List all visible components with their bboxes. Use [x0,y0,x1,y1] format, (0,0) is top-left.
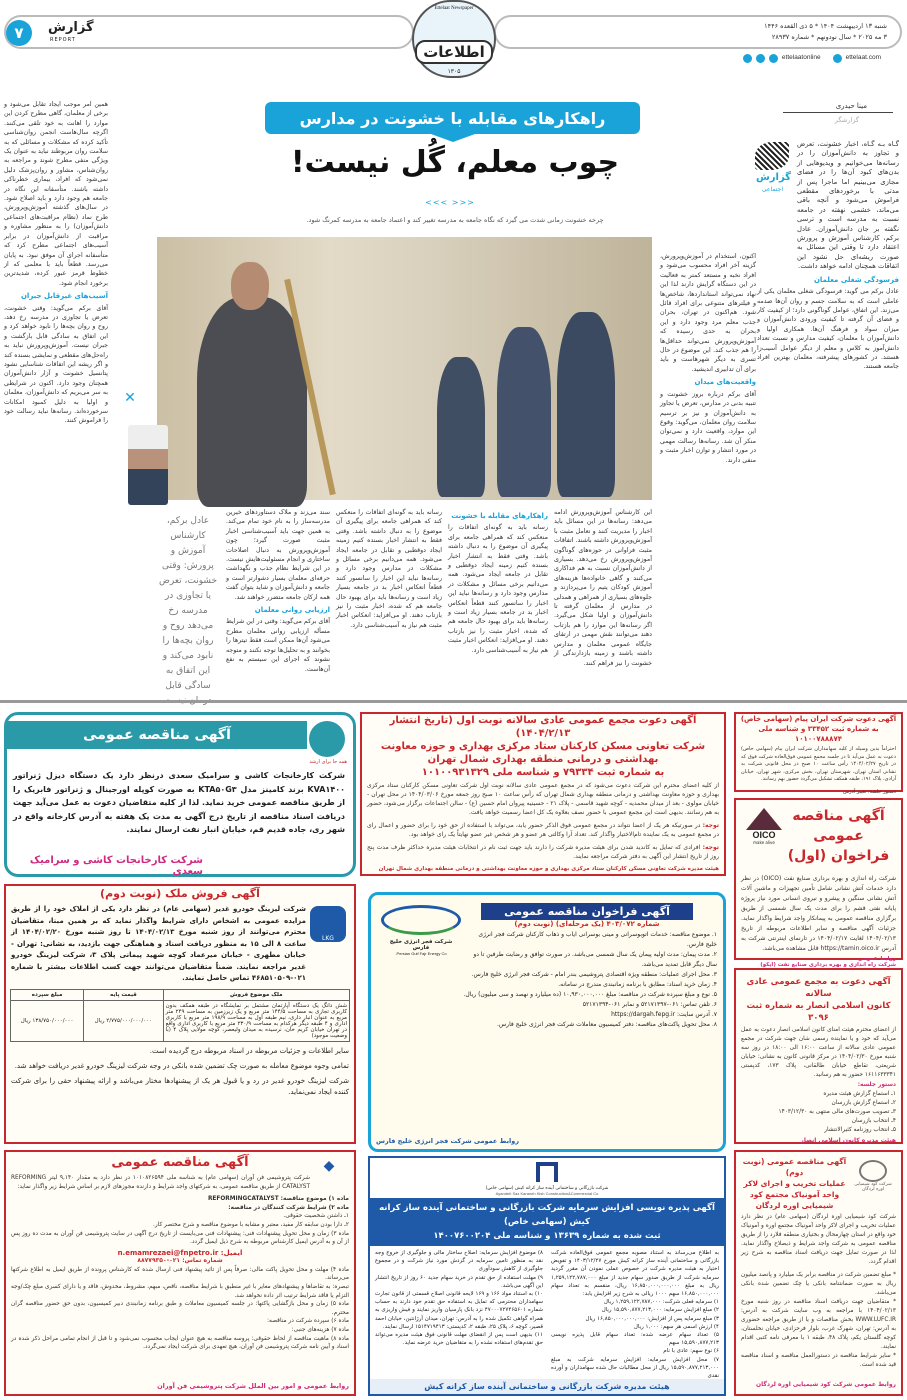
karaneh-right-item: ۱) سرمایه فعلی شرکت: ۱,۲۵۹,۱۲۲,۷۸۷,۰۰۰ ریال [603,1299,719,1306]
ads-divider [0,700,907,703]
table-cell-deposit: ۱۳۸/۷۵۰/۰۰۰/۰۰۰ ریال [11,1000,84,1041]
twitter-icon[interactable] [756,54,765,63]
table-cell-property: شش دانگ یک دستگاه آپارتمان مشتمل بر نمایشگاه در طبقه همکف بدون کاربری تجاری به مساحت ۱۴۴/۵ متر مربع و یک زیرزمین به مساحت ۲۴۹ متر مربع به عنوان انبار داری، نیم طبقه اول به مساحت ۱۹۸/۹ متر مربع با کاربری اداری و ۴ طبقه دیگر هرکدام به مساحت ۲۳۰/۹ متر مربع با کاربری اداری واقع در تهران خیابان کریم خان، نرسیده به میدان ولیعصر، کوچه مولایی پلاک ۴ (با وضعیت موجود) [163,1000,349,1041]
ad-ansar-title-2: کانون اسلامی انصار به شماره ثبت ۳۰۹۶ [746,1001,891,1023]
karaneh-logo-icon [536,1162,558,1182]
ad-coop-title-3: به شماره ثبت ۷۹۳۳۴ و شناسه ملی ۱۰۱۰۰۹۳۱۳۲۹ [421,767,665,778]
table-cell-base-price: ۲/۷۷۵/۰۰۰/۰۰۰/۰۰۰ ریال [84,1000,163,1041]
fajr-logo-en: Persian Gulf Fajr Energy Co. [395,951,447,956]
author-name: مینا حیدری [835,102,867,110]
ad-karaneh-title: آگهی پذیره نویسی افزایش سرمایه شرکت بازرگانی و ساختمانی آینده ساز کرانه کیش (سهامی خاص) [379,1203,715,1227]
author-role: گزارشگر [834,116,859,124]
ad-coop-footer: هیئت مدیره شرکت تعاونی مسکن کارکنان ستاد مرکزی بهداری و حوزه معاونت بهداشتی و درمانی منطقه بهداری شمال تهران [378,866,719,872]
fajr-item: ۴. زمان خرید اسناد: مطابق با برنامه زمانبندی مندرج در سامانه. [558,981,717,988]
ad-coop-note1-label: توجه: [702,822,719,829]
karaneh-right-item: ۶) نوع سهم: عادی با نام [663,1348,719,1355]
agenda-item: ۲ـ استماع گزارش بازرسان [831,1100,896,1106]
intro-text: گـاه بـه گـاه، اخبار خشونت، تعرض و تجاوز به دانش‌آموزان را در رسانه‌ها می‌خوانیم و ویدیوهایی از بدن‌های کبود آن‌ها را در فضای مجازی می‌بینیم اما ماجرا پس از مدتی با برخوردهای مقطعی فراموش می‌شود و آنچه باقی می‌ماند، خشمی نهفته در جامعه نسبت به مدرسه است و ترسی نگفته بر جان دانش‌آموزان. عادل برکم، کارشناس آموزش و پرورش اعتقاد دارد تا وقتی این مسائل به صورت ریشه‌ای حل نشود این اتفاقات همچنان ادامه خواهد داشت. [797,140,899,271]
ad-ansar-footer: هیئت مدیره کانون اسلامی انصار [800,1137,896,1144]
ad-ansar-agenda-label: دستور جلسه: [857,1082,896,1088]
fajr-item: ۱. موضوع مناقصه: خدمات اتوبوسرانی و مینی بوسرانی ایاب و ذهاب کارکنان شرکت فجر انرژی خلیج فارس. [478,931,717,948]
subhead-solutions: راهکارهای مقابله با خشونت [451,512,548,520]
ad-leasing-title: آگهی فروش ملک (نوبت دوم) [100,887,260,900]
ad-iranpayam-agenda: دستور جلسه: تغییر آدرس [843,788,896,795]
lordegan-logo [851,1160,895,1202]
lordegan-item: * متقاضیان جهت دریافت اسناد مناقصه در روز شنبه مورخ ۱۴۰۴/۰۲/۱۳ با مراجعه به وب سایت شرکت به آدرس: WWW.LUFC.IR بخش مناقصات و یا از طریق مراجعه حضوری به آدرس: تهران، شهرک غرب، بلوار فرحزادی، خیابان نخلستان، کوچه گلستان یکم، پلاک ۴۸، طبقه ۱ با معرفی نامه کتبی اقدام نمایند. [741,1299,896,1350]
ad-karaneh-columns [370,1246,724,1383]
karaneh-logo-caption: شرکت بازرگانی و ساختمانی آینده ساز کرانه کیش (سهامی خاص) [485,1186,609,1191]
para-psych: آقای برکم می‌گوید: وقتی در این شرایط مسأله ارزیابی روانی معلمان مطرح می‌شود آن‌ها ممکن است فقط تیترها را بخوانند و به تحلیل‌ها توجه نکنند و متوجه نشوند که اجرای این سیستم به نفع آن‌هاست. [226,618,330,673]
ad-coop-body: از کلیه اعضای محترم این شرکت دعوت می‌شود که در مجمع عمومی عادی سالانه نوبت اول شرکت تعاونی مسکن کارکنان ستاد مرکزی بهداری و حوزه معاونت بهداشتی و درمانی منطقه بهداری شمال تهران که رأس ساعت ۱۰ صبح روز جمعه مورخ ۱۴۰۴/۰۳/۰۶ در محل تهران - خیابان مولوی - بعد از میدان محمدیه - کوچه شهید قاسمی - پلاک ۲۱ - حسینیه پیروان امام حسین (ع) - سالن اجتماعات برگزار می‌شود، حضور به هم رسانند. بدیهی است این مجمع عمومی با حضور نصف بعلاوه یک کل اعضا رسمیت خواهد یافت. [367,782,719,816]
ad-coop-title-2: شرکت تعاونی مسکن کارکنان ستاد مرکزی بهداری و حوزه معاونت بهداشتی و درمانی منطقه بهداری شمال تهران [380,741,706,765]
ad-fanavaran-body: شرکت پتروشیمی فن آوران (سهامی عام) به شناسه ملی ۱۰۱۰۸۲۶۵۹۴ در نظر دارد به مقدار ۹,۱۴۰ لیتر REFORMING CATALYST از طریق مناقصه عمومی، به شرکتهای واجد شرایط و دارنده مجوزهای لازم بر اساس شرایط زیر واگذار نماید: [11,1175,310,1190]
ad-karaneh-title-band [370,1198,724,1246]
logo-en: Ettelaat Newspaper [434,6,474,11]
article-col-4 [448,508,548,655]
fanavaran-item: تبصره: به تقاضاها و پیشنهادهای مغایر با غیر منطبق با شرایط مناقصه، ناقص، مبهم، مشروط، مخدوش، فاقد و یا دارای کسری مبلغ چک/وجه التزام یا فاقد شرایط ترتیب اثر داده نخواهد شد. [11,1283,349,1299]
para-left-2: آقای برکم می‌گوید: وقتی خشونت، تعرض یا تجاوزی در مدرسه رخ دهد، روح و روان بچه‌ها را نابود خواهد کرد و این اتفاق به سادگی قابل بازگشت و جبران نیست. آموزش‌وپرورش نباید به راه‌حل‌های مقطعی و نمایشی بسنده کند و اگر ریشه این اتفاقات شناسایی نشود پتانسیل خشونت و آزار دانش‌آموزان همچنان وجود دارد. اکنون در شرایطی به سر می‌بریم که دانش‌آموزان، معلمان و اولیا به دلیل کمبود امکانات سرخورده‌اند. رسانه‌ها نباید رسالت خود را فراموش کنند. [4,304,108,425]
ad-fanavaran-title: آگهی مناقصه عمومی [111,1155,249,1170]
karaneh-right-item: ۲) مبلغ افزایش سرمایه: ۱۵,۵۹۰,۸۷۷,۲۱۳,۰۰۰ ریال [601,1307,719,1314]
oico-logo [742,808,786,848]
newspaper-logo[interactable] [412,0,496,78]
masthead-bar-right [494,15,902,49]
ad-leasing-after-1: سایر اطلاعات و جزئیات مربوطه در اسناد مربوطه درج گردیده است. [149,1046,349,1055]
ad-leasing-body: شرکت لیزینگ خودرو غدیر (سهامی عام) در نظر دارد یکی از املاک خود را از طریق مزایده عمومی به اشخاص دارای شرایط واگذار نماید که بر همین مبنا، متقاضیان محترم می‌توانند از روز شنبه مورخ ۱۴۰۴/۰۲/۱۳ تا روز شنبه مورخ ۱۴۰۴/۰۲/۲۰ از ساعت ۸ الی ۱۵ به منظور دریافت اسناد و هماهنگی جهت بازدید، به نشانی: تهران - خیابان مطهری - خیابان میرعماد کوچه شهید پیمانی پلاک ۳، شرکت لیزینگ خودرو غدیر مراجعه نمایند. ضمناً متقاضیان می‌توانند جهت کسب اطلاعات بیشتر با شماره ۰۲۱-۴۶۸۵۱۰۵۰۹ تماس حاصل نمایند. [11,905,306,982]
article-col-left [4,100,108,426]
ad-iranpayam-title-2: به شماره ثبت ۳۳۴۵۲ و شناسه ملی ۱۰۱۰۰۷۸۸۸۷۴ [758,725,879,743]
ad-coop [360,712,726,876]
ad-fajr [368,892,726,1152]
lkg-logo-text: LKG [322,935,334,942]
ad-oico-footer-2: شرکت راه اندازی و بهره برداری صنایع نفت (ایکو) [760,962,896,968]
ad-lordegan-body: شرکت کود شیمیایی اوره لردگان (سهامی عام) در نظر دارد عملیات تخریب و اجرای لاکر واحد آمونیاک مجتمع اوره و آمونیاک خود واقع در استان چهارمحال و بختیاری منطقه فلارد را از طریق مناقصه عمومی به شرکت واجد شرایط و ذیصلاح واگذار نماید. لذا در صورت تمایل جهت دریافت اسناد مناقصه به شرح زیر اقدام گردد. [741,1214,896,1265]
article-title: چوب معلم، گُل نیست! [290,145,620,180]
lordegan-logo-icon [859,1160,887,1182]
student-2 [497,327,551,497]
fanavaran-item: ماده ۲) شرایط شرکت کنندگان در مناقصه: [228,1204,349,1211]
ad-ansar-body: از اعضای محترم هیئت امنای کانون اسلامی انصار دعوت به عمل می‌آید که خود و یا نماینده رسمی شان جهت شرکت در مجمع عمومی عادی سالانه از ساعت ۱۶:۰۰ الی ۱۸:۰۰ در روز سه شنبه مورخ ۱۴۰۴/۰۲/۳۰ در مرکز قانونی کانون به نشانی: خیابان شریعتی، تقاطع خیابان طالقانی، پلاک ۱۷۳، کدپستی ۱۶۱۱۶۳۳۳۴۱ حضور به هم رسانید. [741,1027,896,1078]
article-intro [757,140,899,372]
para-media: این کارشناس آموزش‌وپرورش ادامه می‌دهد: رسانه‌ها در این مسائل باید اخبار را مدیریت کنند و تعامل مثبت با آموزش‌وپرورش داشته باشند. اتفاقات مثبت فراوانی در حوزه‌های گوناگون آموزش‌وپرورش رخ می‌دهد. بسیاری از دانش‌آموزان نسبت به هم فداکاری می‌کنند و گاهی خانواده‌ها هزینه‌های آموزش کودکان یتیم را می‌پردازند و جلوه‌های بسیاری از همراهی و همدلی در مدارس از معلمان گرفته تا دانش‌آموزان و اولیا شکل می‌گیرد. اگر رسانه‌ها این موارد را هم بازتاب دهند می‌توانند نقش مهمی در ارتقای جایگاه عمومی معلمان و مدارس داشته باشند و زمینه بازدارندگی از خشونت را نیز فراهم کنند. [554,509,652,667]
fajr-item: ۶. تلفن تماس: ۰۶۱-۵۲۱۷۱۳۹۷ و نمابر ۰۶۱-۵۲۱۷۱۳۹۴ [582,1001,717,1008]
masthead [0,0,907,75]
article-col-6 [226,508,330,674]
crossed-pens-icon: ✕ [124,390,136,406]
web-icon [833,54,842,63]
student-1 [437,357,485,497]
karaneh-left-item: ۹) مهلت استفاده از حق تقدم در خرید سهام جدید ۶۰ روز از تاریخ انتشار این آگهی می‌باشد. [375,1274,543,1289]
fajr-item[interactable]: ۷. آدرس سایت: https://dargah.fepg.ir [611,1011,717,1018]
para-field: آقای برکم درباره بروز خشونت و تنبیه بدنی در مدارس، تعرض یا تجاوز به دانش‌آموزان و نیز بر ترسیم سلامت روان معلمان، می‌گوید: وقوع این موارد، واقعیت دارد و نمی‌توان منکر آن شد. رسانه‌ها رسالت مهمی در مورد انتشار و توازن اخبار مثبت و منفی دارند. [660,390,756,464]
ad-coop-note2-label: توجه: [702,844,719,851]
article-photo [157,237,652,500]
karaneh-left-item: ۱۰) به استناد مواد ۱۶۶ و ۱۶۹ لایحه قانونی اصلاح قسمتی از قانون تجارت سهامداران محترمی که تمایل به استفاده حق تقدم خود دارند به حساب شماره ۴۷۰۰۰۷۲۷۴۶۵۶۰۱ نزد بانک پارسیان واریز نمایند و فیش واریزی به همراه گواهی تکمیل شده را به آدرس: تهران، میدان آرژانتین، خیابان احمد قصیر، کوچه ۶، پلاک ۲۵، طبقه ۲، کدپستی: ۱۵۱۴۷۱۹۴۱۳ ارسال نمایند. [375,1291,544,1330]
page-number-badge: ۷ [6,20,32,46]
ad-lordegan-title-2: عملیات تخریب و اجرای لاکر واحد آمونیاک مجتمع کود شیمیایی اوره لردگان [743,1179,846,1210]
ad-ansar [734,968,903,1144]
title-ornament: <<< >>> [425,198,475,207]
ad-lordegan-footer: روابط عمومی شرکت کود شیمیایی اوره لردگان [755,1381,896,1388]
lordegan-logo-caption: شرکت کود شیمیایی اوره لردگان [854,1182,892,1192]
student-3 [557,312,615,497]
ad-fajr-footer: روابط عمومی شرکت فجر انرژی خلیج فارس [376,1137,520,1145]
social-links [743,54,881,63]
ad-oico-title-2: فراخوان (اول) [787,848,890,864]
article-col-5 [336,508,442,630]
subhead-irreparable: آسیب‌های غیرقابل جبران [20,292,108,301]
karaneh-right-item: به اطلاع می‌رساند به استناد مصوبه مجمع عمومی فوق‌العاده شرکت بازرگانی و ساختمانی آینده ساز کرانه کیش مورخ ۱۴۰۳/۱۲/۲۷ و تفویض اختیار به هیئت مدیره شرکت در خصوص عملی نمودن آن مقرر گردید سرمایه شرکت از طریق صدور سهام جدید از مبلغ ۱,۲۵۹,۱۲۲,۷۸۷,۰۰۰ ریال به مبلغ ۱۶,۸۵۰,۰۰۰,۰۰۰,۰۰۰ ریال، منقسم به تعداد سهام ۱۶,۸۵۰,۰۰۰,۰۰۰ سهم ۱۰۰۰ ریالی به شرح زیر افزایش یابد: [551,1250,720,1298]
karaneh-logo [370,1162,724,1196]
article-col-3 [554,508,652,668]
oico-logo-sub: make alive [753,840,775,845]
article-lead: چرخه خشونت زمانی شدت می گیرد که نگاه جامعه به مدرسه تغییر کند و اعتماد جامعه به مدرسه کمرنگ شود. [306,216,604,224]
table-row [11,1000,350,1041]
ad-iranpayam-body: احتراماً بدین وسیله از کلیه سهامداران شرکت ایران پیام (سهامی خاص) دعوت به عمل می‌آید تا در جلسه مجمع عمومی فوق‌العاده شرکت فوق که در تاریخ ۱۴۰۴/۰۲/۲۷ رأس ساعت ۱۰ صبح در محل قانونی شرکت به نشانی استان تهران، شهرستان تهران، بخش مرکزی، شهر تهران، خیابان آزادی، پلاک ۱۹۱، طبقه همکف تشکیل می‌گردد حضور بهم رسانند. [741,746,896,782]
telegram-icon[interactable] [743,54,752,63]
ad-oico-title: آگهی مناقصه عمومی [792,808,885,844]
ad-saadi-body: شرکت کارخانجات کاشی و سرامیک سعدی درنظر دارد یک دستگاه دیزل ژنراتور KVA۱۴۰۰ برند کامینز مدل KTA۵۰G۳ به صورت کوپله اورجینال و ژنراتور فابریک را از طریق مناقصه عمومی خرید نماید. لذا از کلیه متقاضیان دعوت به عمل می‌آید جهت دریافت اسناد مناقصه از تاریخ درج آگهی به مدت یک هفته به آدرس کارخانه واقع در شهر ری، جاده قدیم قم، خیابان انبار نفت ارسال نمایند. [13,771,345,834]
fanavaran-item: ماده ۴) مهلت و محل تحویل پاکت مالی: صرفاً پس از تائید پیشنهاد فنی ارسال شده که کارشناس پرونده از طریق ایمیل به اطلاع شرکتها می‌رساند. [11,1266,349,1282]
ad-karaneh [368,1156,726,1396]
ad-karaneh-title-2: ثبت شده به شماره ۱۳۶۳۹ و شناسه ملی ۱۴۰۰۷۶۰۰۲۰۴ [433,1231,661,1241]
section-name-en: REPORT [50,37,76,43]
agenda-item: ۴ـ انتخاب بازرسان [851,1118,896,1124]
ad-fanavaran [4,1150,356,1396]
ad-coop-note1: در صورتیکه هر یک از اعضا نتواند در مجمع عمومی فوق الذکر حضور یابد، می‌تواند با استفاده از حق خود را برای حضور و اعمال رای در مجمع عمومی به یک نماینده تام‌الاختیار واگذار کند. تعداد آرا وکالتی هر عضو و هر شخص غیر عضو نهایتاً یک رای خواهد بود. [367,822,719,838]
article-col-2 [660,252,756,465]
karaneh-left-item: ۸) موضوع افزایش سرمایه: اصلاح ساختار مالی و جلوگیری از خروج وجه نقد به منظور تامین سرمایه در گردش مورد نیاز شرکت و در مجموع جلوگیری از کاهش سودآوری [375,1250,543,1273]
fajr-item: ۲. مدت پیمان: مدت اولیه پیمان یک سال شمسی می‌باشد. در صورت توافق و رضایت طرفین تا دو سال دیگر قابل تمدید می‌باشد. [473,951,717,968]
ad-leasing-table [10,989,350,1042]
table-header-base-price: قیمت پایه [84,989,163,1000]
ad-oico-footer-1: روابط عمومی [857,956,896,962]
para-burnout: عادل برکم می گوید: فرسودگی شغلی معلمان یکی از عاملی است که به سلامت جسم و روان آن‌ها صدمه می‌زند. این اتفاق، عوامل گوناگونی دارد؛ از کیفیت کار و فضای آن گرفته تا کیفیت ورودی دانش‌آموزان و میزان سواد و فرهنگ آن‌ها. همکاری اولیا و دانش‌آموزان با معلمان، کیفیت مدارس و نسبت تعداد دانش‌آموز به کلاس و معلم از دیگر عوامل آسیب‌زا هستند. در کشورهای پیشرفته، معلمان بهترین افراد جامعه هستند. [757,288,899,371]
logo-name: اطلاعات [415,40,493,64]
fanavaran-item: ۱ـ داشتن شخصیت حقوقی. [283,1213,349,1220]
karaneh-logo-en: Ayandeh Saz Karaneh Kish Construction&Commercial Co [495,1191,599,1196]
table-header-property: ملک موضوع فروش [163,989,349,1000]
ad-coop-title-1: آگهی دعوت مجمع عمومی عادی سالانه نوبت اول (تاریخ انتشار ۱۴۰۴/۲/۱۳) [389,715,697,739]
fanavaran-item: ماده ۵) زمان و محل بازگشایی پاکتها: در جلسه کمیسیون معاملات و طبق برنامه زمانبندی دبیر کمیسیون، بدون حق حضور مناقصه گران محترم. [11,1301,349,1316]
ad-fajr-title: آگهی فراخوان مناقصه عمومی [481,903,693,920]
ad-lordegan-title: آگهی مناقصه عمومی (نوبت دوم) [742,1157,847,1177]
subhead-burnout: فرسودگی شغلی معلمان [813,275,899,284]
fanavaran-item: ماده ۸) ماهیت مناقصه از لحاظ حقوقی: پروسه مناقصه به هیچ عنوان ایجاب محسوب نمی‌شود و تا قبل از انجام تمامی مراحل ذکر شده در اسناد و آیین نامه شرکت پتروشیمی فن آوران، هیچ تعهدی برای شرکت ایجاد نمی‌گردد. [11,1335,349,1351]
ad-fanavaran-phone: شماره تماس: ۰۲۱-۸۸۷۷۹۳۵۰ [137,1256,223,1264]
agenda-item: ۱ـ استماع گزارش هیئت مدیره [823,1091,896,1097]
logo-year: ۱۳۰۵ [447,68,461,75]
oico-logo-icon [746,808,782,830]
ad-saadi-logo [309,721,345,757]
fanavaran-item: ماده ۶) سپرده شرکت در مناقصه: [267,1318,349,1325]
ad-lordegan [734,1150,903,1396]
teacher-figure [197,297,307,507]
agenda-item: ۵ـ انتخاب روزنامه کثیرالانتشار [824,1127,896,1133]
ad-fajr-number: شماره ۴۰۳/۰۷۲ (یک مرحله‌ای) (نوبت دوم) [514,920,660,928]
lkg-logo [310,906,346,942]
ad-leasing [4,884,356,1144]
ad-iranpayam [734,712,903,795]
fajr-logo-icon [381,905,461,935]
ad-saadi-logo-caption: همه جا برای ارشد [309,759,347,765]
teacher-head [231,262,269,310]
website-link[interactable]: ettelaat.com [845,54,881,61]
fanavaran-item: ۲ـ دارا بودن سابقه کار مفید، معتبر و مشابه با موضوع مناقصه و شرح مختصر کار. [153,1221,349,1228]
fajr-item: ۵. نوع و مبلغ سپرده شرکت در مناقصه: مبلغ ۱۰,۹۳۰,۰۰۰,۰۰۰ (ده میلیارد و نهصد و سی میلیون) ریال. [463,991,717,998]
lordegan-item: * مبلغ تضمین شرکت در مناقصه برابر یک میلیارد و پانصد میلیون ریال به صورت ضمانتنامه بانکی یا چک تضمین شده بانکی می‌باشد. [741,1272,896,1296]
ad-leasing-after-3: شرکت لیزینگ خودرو غدیر در رد و یا قبول هر یک از پیشنهادها مختار می‌باشد و ارائه پیشنهاد حقی را برای شرکت کننده ایجاد نمی‌نماید. [11,1076,349,1096]
report-subtag: اجتماعی [761,186,783,193]
ad-fanavaran-email[interactable]: ایمیل: n.emamrezaei@fnpetro.ir [117,1248,243,1257]
fanavaran-item: ماده ۷) هزینه‌های جنبی: [291,1326,349,1333]
karaneh-left-item: ۱۱) بدیهی است پس از انقضای مهلت قانونی فوق هیئت مدیره می‌تواند حق تقدم‌های استفاده نشده را به متقاضیان خرید عرضه نماید. [375,1332,543,1347]
para-media-cont: رسانه باید به گونه‌ای اتفاقات را منعکس کند که همراهی جامعه برای پیگیری آن موضوع را به دنبال داشته باشد. وقتی فقط به انتشار اخبار بسنده کنیم زمینه ایجاد دوقطبی و تقابل در جامعه ایجاد می‌شود. همه می‌دانیم برخی مسائل و مشکلات در مدارس وجود دارد و رسانه‌ها نباید این اخبار را سانسور کنند قطعاً انعکاس اخبار بد در جامعه بسیار زیاد است و رسانه‌ها باید برای بهبود حال جامعه هم که شده، اخبار مثبت را نیز بازتاب دهند. او می‌افزاید: انعکاس اخبار مثبت هم نیاز به آسیب‌شناسی دارد. [336,509,442,629]
section-name: گزارش [48,20,94,35]
ad-ansar-title: آگهی دعوت به مجمع عمومی عادی سالانه [746,977,891,999]
fanavaran-item: ماده ۱) موضوع مناقصه: REFORMINGCATALYST [207,1196,349,1203]
table-header-deposit: مبلغ سپرده [11,989,84,1000]
para-left-1: همین امر موجب ایجاد تقابل می‌شود و برخی از معلمان، گاهی مطرح کردن این موارد را اهانت به خود تلقی می‌کنند. اگرچه سال‌هاست انجمن روان‌شناسی تأکید کرده که مشکلات و مسائلی که به سلامت روان مربوطند نباید به عنوان یک ویژگی منفی مطرح شوند و مراجعه به روان‌شناس، مشاور و روان‌پزشک دلیل نمی‌شود که افراد، بیماری خطرناکی داشته باشند. متأسفانه این نگاه در جامعه هم وجود دارد و باید اصلاح شود. در سال‌های گذشته آموزش‌وپرورش، طرح نماد (نظام مراقبت‌های اجتماعی دانش‌آموزان) را به منظور مشاوره و مراقبت از دانش‌آموزان در برابر آسیب‌های اجتماعی مطرح کرد که متأسفانه اجرای آن موفق نبود. به پایان می‌رسد. قطعاً باید با معلمی که از خطوط قرمز عبور کرده، شدیدترین برخورد انجام شود. [4,101,108,287]
date-line-1: شنبه ۱۳ اردیبهشت ۱۴۰۴ * ۵ ذی القعده ۱۴۴۶ [764,22,887,30]
karaneh-right-item: ۴) ارزش اسمی هر سهم: ۱,۰۰۰ ریال [633,1323,719,1330]
ad-leasing-after-2: تمامی وجوه موضوع معامله به صورت چک تضمین شده بانکی در وجه شرکت لیزینگ خودرو غدیر دریافت خواهد شد. [14,1061,349,1070]
subhead-field-reality: واقعیت‌های میدان [694,378,756,387]
fajr-item: ۸. محل تحویل پاکت‌های مناقصه: دفتر کمیسیون معاملات شرکت فجر انرژی خلیج فارس. [496,1021,717,1028]
date-line-2: ۳ مه ۲۰۲۵ * سال نودونهم * شماره ۲۸۹۳۷ [771,33,887,41]
pull-quote: عادل برکم، کارشناس آموزش و پرورش: وقتی خشونت، تعرض یا تجاوزی در مدرسه رخ می‌دهد روح و روان بچه‌ها را نابود می‌کند و این اتفاق به سادگی قابل درمان نیست [158,516,218,706]
karaneh-right-item: ۷) محل افزایش سرمایه: افزایش سرمایه شرکت به مبلغ ۱۵,۵۹۰,۸۷۷,۲۱۳,۰۰۰ ریال از محل مطالبات حال شده سهامداران و آورده نقدی [551,1356,719,1380]
fajr-logo [381,905,461,956]
oico-logo-text: OICO [752,830,776,840]
fajr-logo-caption: شرکت فجر انرژی خلیج فارس [389,939,453,951]
author-divider [783,112,893,113]
ad-oico [734,798,903,968]
ad-saadi [4,712,356,877]
ad-saadi-title: آگهی مناقصه عمومی [7,721,307,749]
fajr-item: ۳. محل اجرای عملیات: منطقه ویژه اقتصادی پتروشیمی بندر امام - شرکت فجر انرژی خلیج فارس. [471,971,717,978]
report-tag: گزارش [755,172,791,183]
karaneh-right-item: ۵) تعداد سهام عرضه شده: تعداد سهام قابل پذیره نویسی ۱۵,۵۹۰,۸۷۷,۲۱۳ سهم [551,1332,719,1347]
karaneh-right-item: ۳) مبلغ سرمایه پس از افزایش: ۱۶,۸۵۰,۰۰۰,۰۰۰,۰۰۰ ریال [585,1315,719,1322]
fanavaran-item: ماده ۳) زمان و محل تحویل پیشنهادات فنی: پیشنهادات فنی می‌بایست از تاریخ درج آگهی در سایت پتروشیمی فن آوران به مدت ده روز پس از آن و به آدرس ایمیل کارشناس مربوطه به شرح ذیل ایمیل گردد. [11,1230,349,1246]
instagram-icon[interactable] [769,54,778,63]
ad-saadi-footer: شرکت کارخانجات کاشی و سرامیک سعدی [29,855,203,877]
para-hiring: اکنون، استخدام در آموزش‌وپرورش، گزینه آخر افراد محسوب می‌شود و افراد نخبه و مستعد کمتر به فعالیت در این دستگاه گرایش دارند لذا این نهاد نمی‌تواند استانداردها، شاخص‌ها و فیلترهای متنوعی برای افراد قائل شود. هم‌اکنون در تهران، بحران جذب معلم مرد وجود دارد و این بحران به حدی رسیده که آموزش‌وپرورش نمی‌تواند حداقل‌ها را هم جذب کند. این موضوع در حال تسری به دیگر شهرهاست و باید برای آن تدابیری اندیشید. [660,253,756,373]
fanavaran-logo: ◆ [323,1158,335,1174]
social-handle[interactable]: ettelaatonline [781,54,821,61]
ad-oico-body: شرکت راه اندازی و بهره برداری صنایع نفت (OICO) در نظر دارد خدمات آتش نشانی شامل تأمین تجهیزات و ماشین آلات آتش نشانی سنگین و پیشرو و نیروی انسانی مورد نیاز پروژه پایانه نفتی قشم را برای مدت یک سال شمسی از طریق برگزاری مناقصه عمومی به پیمانکار واجد شرایط واگذار نماید. جزئیات آگهی مناقصه و سایر اطلاعات مربوطه از تاریخ ۱۴۰۴/۰۲/۱۳ لغایت ۱۴۰۴/۰۲/۱۷ در تارنمای اینترنتی شرکت به آدرس https://tamin.oico.ir قابل مشاهده می‌باشد. [741,875,896,952]
ad-karaneh-footer: هیئت مدیره شرکت بازرگانی و ساختمانی آینده ساز کرانه کیش [370,1379,724,1394]
lordegan-item: * سایر شرایط مناقصه در دستورالعمل مناقصه و اسناد مناقصه قید شده است. [741,1353,896,1368]
ad-iranpayam-title: آگهی دعوت شرکت ایران پیام (سهامی خاص) [740,715,897,723]
para-solutions: رسانه باید به گونه‌ای اتفاقات را منعکس کند که همراهی جامعه برای پیگیری آن موضوع را به دنبال داشته باشد. وقتی فقط به انتشار اخبار بسنده کنیم زمینه ایجاد دوقطبی و تقابل در جامعه ایجاد می‌شود. همه می‌دانیم برخی مسائل و مشکلات در مدارس وجود دارد و رسانه‌ها نباید این اخبار را سانسور کنند قطعاً انعکاس اخبار بد در جامعه بسیار زیاد است و رسانه‌ها باید برای بهبود حال جامعه هم که شده، اخبار مثبت را نیز بازتاب دهند. او می‌افزاید: انعکاس اخبار مثبت هم نیاز به آسیب‌شناسی دارد. [448,524,548,654]
subhead-psych: ارزیابی روانی معلمان [254,606,330,615]
ad-coop-note2: افرادی که تمایل به کاندید شدن برای هیئت مدیره شرکت را دارند باید جهت ثبت نام در انتخابات هیئت مدیره حداکثر ظرف مدت پنج روز از تاریخ انتشار این آگهی به دفتر شرکت مراجعه نمایند. [367,844,719,860]
agenda-item: ۳ـ تصویب صورت‌های مالی منتهی به ۱۴۰۳/۱۲/۳۰ [778,1109,896,1115]
ad-fanavaran-footer: روابط عمومی و امور بین الملل شرکت پتروشیمی فن آوران [157,1382,349,1390]
para-structure: سند می‌زند و ملاک دستاوردهای خیرین مدرسه‌ساز را به نام خود تمام می‌کند. به همین جهت باید آسیب‌شناسی اخبار مثبت صورت گیرد؛ چون آموزش‌وپرورش به دنبال اصلاحات ساختاری و انجام مسئولیت‌هایش نیست. در این شرایط نظام جذب و نگهداشت حرفه‌ای معلمان بسیار دشوارتر است و جامعه و دانش‌آموزان و شاید بتوان گفت همه ارکان جامعه متضرر خواهند شد. [226,509,330,601]
expert-portrait [128,425,168,505]
article-kicker: راهکارهای مقابله با خشونت در مدارس [265,102,640,134]
